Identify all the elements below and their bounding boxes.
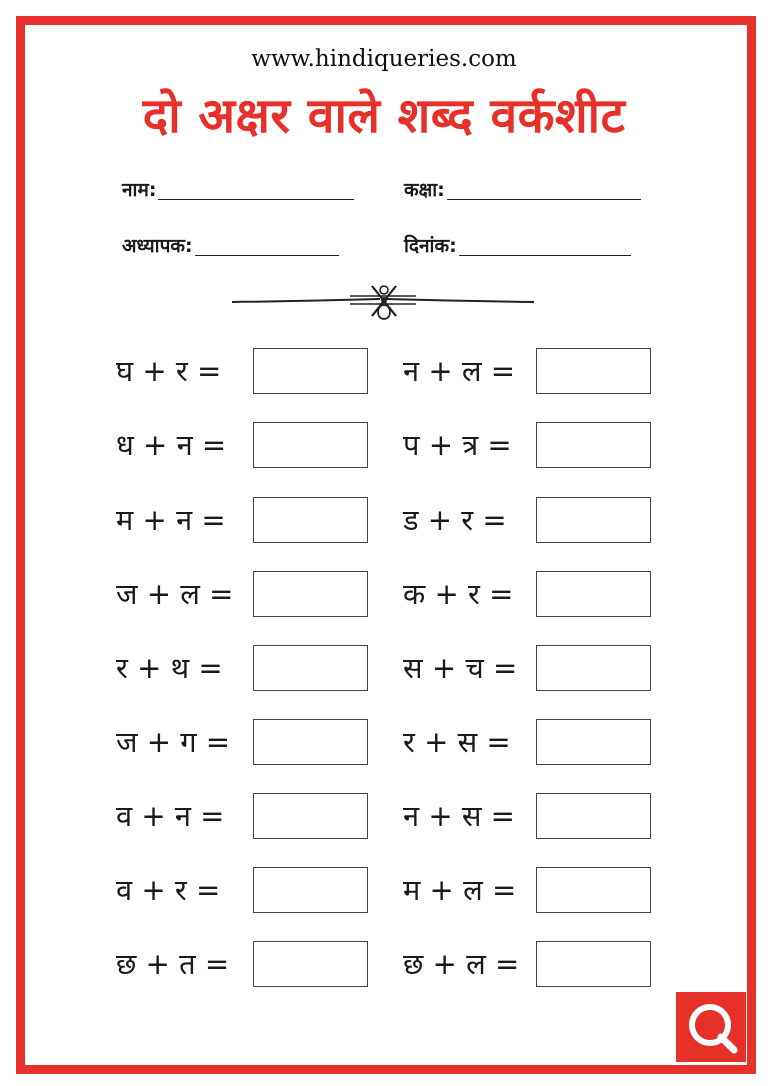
class-field[interactable] bbox=[404, 176, 641, 202]
ornament-divider-icon bbox=[230, 282, 536, 322]
exercise-right-5: स + च = bbox=[403, 651, 518, 685]
answer-box-left-8[interactable] bbox=[253, 867, 368, 913]
exercise-left-1: घ + र = bbox=[116, 354, 222, 388]
answer-box-right-4[interactable] bbox=[536, 571, 651, 617]
exercise-right-7: न + स = bbox=[403, 799, 515, 833]
exercise-right-3: ड + र = bbox=[403, 503, 507, 537]
exercise-left-9: छ + त = bbox=[116, 947, 230, 981]
exercise-right-4: क + र = bbox=[403, 577, 514, 611]
answer-box-right-9[interactable] bbox=[536, 941, 651, 987]
teacher-line[interactable] bbox=[195, 254, 339, 256]
answer-box-right-7[interactable] bbox=[536, 793, 651, 839]
answer-box-left-7[interactable] bbox=[253, 793, 368, 839]
teacher-field[interactable] bbox=[122, 232, 339, 258]
exercise-left-2: ध + न = bbox=[116, 428, 227, 462]
exercise-left-4: ज + ल = bbox=[116, 577, 234, 611]
answer-box-right-5[interactable] bbox=[536, 645, 651, 691]
answer-box-right-6[interactable] bbox=[536, 719, 651, 765]
exercise-left-7: व + न = bbox=[116, 799, 225, 833]
exercise-right-9: छ + ल = bbox=[403, 947, 520, 981]
page-border bbox=[16, 16, 756, 1074]
class-line[interactable] bbox=[447, 198, 641, 200]
exercise-right-8: म + ल = bbox=[403, 873, 517, 907]
answer-box-left-6[interactable] bbox=[253, 719, 368, 765]
exercise-right-2: प + त्र = bbox=[403, 428, 512, 462]
magnifier-q-icon bbox=[676, 992, 746, 1062]
date-field[interactable] bbox=[404, 232, 631, 258]
name-line[interactable] bbox=[158, 198, 354, 200]
name-label: नाम: bbox=[122, 179, 157, 201]
answer-box-left-1[interactable] bbox=[253, 348, 368, 394]
answer-box-right-2[interactable] bbox=[536, 422, 651, 468]
answer-box-left-5[interactable] bbox=[253, 645, 368, 691]
date-label: दिनांक: bbox=[404, 235, 457, 257]
date-line[interactable] bbox=[459, 254, 631, 256]
answer-box-left-9[interactable] bbox=[253, 941, 368, 987]
exercise-right-1: न + ल = bbox=[403, 354, 516, 388]
exercise-left-3: म + न = bbox=[116, 503, 226, 537]
answer-box-left-4[interactable] bbox=[253, 571, 368, 617]
exercise-left-5: र + थ = bbox=[116, 651, 223, 685]
exercise-right-6: र + स = bbox=[403, 725, 511, 759]
teacher-label: अध्यापक: bbox=[122, 235, 193, 257]
worksheet-title: दो अक्षर वाले शब्द वर्कशीट bbox=[142, 88, 626, 144]
brand-logo bbox=[676, 992, 746, 1062]
answer-box-left-2[interactable] bbox=[253, 422, 368, 468]
exercise-left-6: ज + ग = bbox=[116, 725, 231, 759]
answer-box-right-1[interactable] bbox=[536, 348, 651, 394]
class-label: कक्षा: bbox=[404, 179, 445, 201]
exercise-left-8: व + र = bbox=[116, 873, 221, 907]
answer-box-right-3[interactable] bbox=[536, 497, 651, 543]
answer-box-right-8[interactable] bbox=[536, 867, 651, 913]
name-field[interactable] bbox=[122, 176, 354, 202]
answer-box-left-3[interactable] bbox=[253, 497, 368, 543]
website-url: www.hindiqueries.com bbox=[251, 46, 517, 72]
